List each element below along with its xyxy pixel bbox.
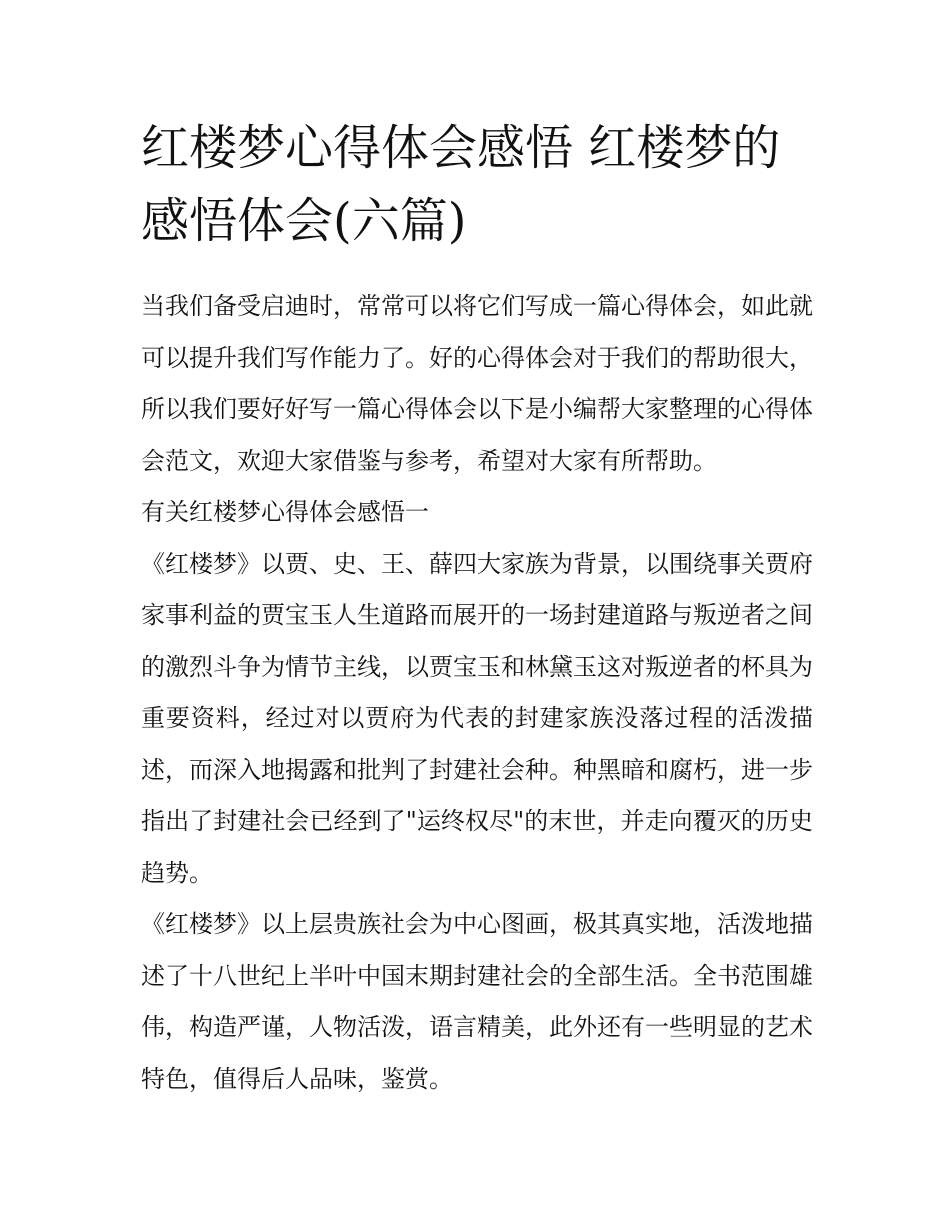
section-heading: 有关红楼梦心得体会感悟一 xyxy=(141,498,429,526)
body-paragraph-2: 《红楼梦》以上层贵族社会为中心图画，极其真实地，活泼地描述了十八世纪上半叶中国末期封建社会的全部生活。全书范围雄伟，构造严谨，人物活泼，语言精美，此外还有一些明显的艺术特色，值得后人品味，鉴赏。 xyxy=(141,910,813,1093)
intro-paragraph: 当我们备受启迪时，常常可以将它们写成一篇心得体会，如此就可以提升我们写作能力了。好的心得体会对于我们的帮助很大，所以我们要好好写一篇心得体会以下是小编帮大家整理的心得体会范文，欢迎大家借鉴与参考，希望对大家有所帮助。 xyxy=(141,292,813,475)
body-paragraph-1: 《红楼梦》以贾、史、王、薛四大家族为背景，以围绕事关贾府家事利益的贾宝玉人生道路而展开的一场封建道路与叛逆者之间的激烈斗争为情节主线，以贾宝玉和林黛玉这对叛逆者的杯具为重要资料，经过对以贾府为代表的封建家族没落过程的活泼描述，而深入地揭露和批判了封建社会种。种黑暗和腐朽，进一步指出了封建社会已经到了"运终权尽"的末世，并走向覆灭的历史趋势。 xyxy=(141,549,813,887)
document-body xyxy=(141,112,813,1105)
document-title: 红楼梦心得体会感悟 红楼梦的感悟体会(六篇) xyxy=(141,120,781,249)
